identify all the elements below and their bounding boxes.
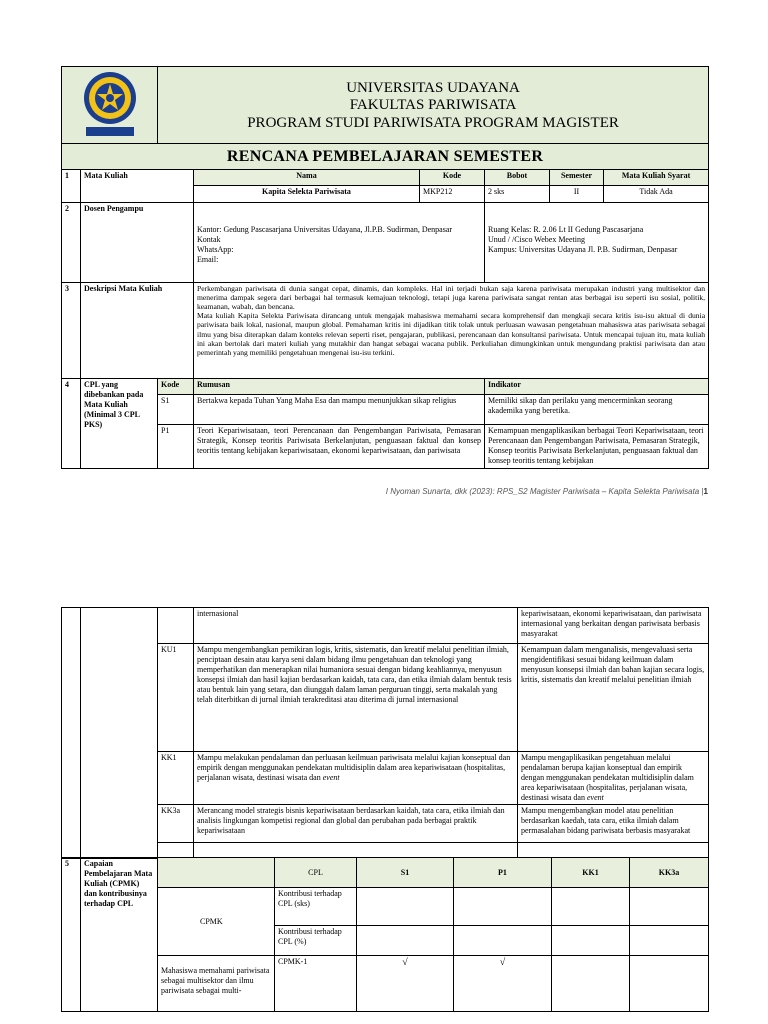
kontribusi-percent-label: Kontribusi terhadap CPL (%): [275, 926, 357, 956]
course-name: Kapita Selekta Pariwisata: [194, 186, 420, 203]
row-label: CPL yang dibebankan pada Mata Kuliah (Minimal 3 CPL PKS): [81, 379, 158, 469]
classroom-line: Ruang Kelas: R. 2.06 Lt II Gedung Pascasarjana: [488, 225, 644, 234]
cpl-code: KK1: [158, 752, 194, 805]
column-header: Semester: [550, 170, 604, 186]
row-label: Dosen Pengampu: [81, 203, 194, 283]
institution-header: [158, 67, 709, 144]
cpmk-1-check-s1: √: [357, 956, 454, 1012]
cpl-indikator: Mampu mengembangkan model atau penelitian berdasarkan kaedah, tata cara, etika ilmiah dalam permasalahan bidang pariwisata berbasis masyarakat: [518, 805, 709, 843]
cpl-indikator: kepariwisataan, ekonomi kepariwisataan, dan pariwisata internasional yang berkaitan dengan pariwisata berbasis masyarakat: [518, 608, 709, 644]
footer-text: I Nyoman Sunarta, dkk (2023): RPS_S2 Magister Pariwisata – Kapita Selekta Pariwisata |: [385, 487, 704, 496]
classroom-info: [485, 203, 709, 283]
cpl-column-kk3a: KK3a: [630, 858, 709, 888]
cpl-column-s1: S1: [357, 858, 454, 888]
cpmk-table: [61, 857, 709, 1012]
course-semester: II: [550, 186, 604, 203]
course-prerequisite: Tidak Ada: [604, 186, 709, 203]
campus-line: Kampus: Universitas Udayana Jl. P.B. Sudirman, Denpasar: [488, 245, 678, 254]
cpmk-1-check-kk3a: [630, 956, 709, 1012]
whatsapp-line: WhatsApp:: [197, 245, 234, 254]
row-label: Mata Kuliah: [81, 170, 194, 203]
cpl-rumusan: Merancang model strategis bisnis kepariwisataan berdasarkan kaidah, tata cara, etika ilmiah dan analisis lingkungan kompetisi regional dan global dan perubahan pada berbagai praktik kepariwisataan: [194, 805, 518, 843]
page-number: 1: [703, 487, 708, 496]
course-code: MKP212: [420, 186, 485, 203]
row-number: 1: [62, 170, 81, 203]
program-name: PROGRAM STUDI PARIWISATA PROGRAM MAGISTER: [247, 114, 619, 131]
row-number: 5: [62, 858, 81, 1012]
cpmk-1-check-kk1: [552, 956, 630, 1012]
faculty-name: FAKULTAS PARIWISATA: [349, 96, 517, 113]
rps-table-page-1: [61, 66, 709, 469]
description-paragraph: Perkembangan pariwisata di dunia sangat cepat, dinamis, dan kompleks. Hal ini terjadi bukan saja karena pariwisata merupakan industri yang multisektor dan menerima dampak segera dari berbagai hal termasuk kemajuan teknologi, tetapi juga karena pariwisata sangat rentan atas berbagai isu seperti isu sosial, politik, keamanan, wabah, dan bencana.: [197, 284, 706, 312]
page-2: [0, 600, 768, 1024]
row-number: 3: [62, 283, 81, 379]
cpl-rumusan: Teori Kepariwisataan, teori Perencanaan dan Pengembangan Pariwisata, Pemasaran Strategik, Konsep teoritis Pariwisata Berkelanjutan, penguasaan faktual dan konsep teoritis tentang kebijakan kepariwisataan, ekonomi kepariwisataan, dan pariwisata: [194, 425, 485, 469]
office-line: Kantor: Gedung Pascasarjana Universitas Udayana, Jl.P.B. Sudirman, Denpasar: [197, 225, 453, 234]
cpl-indikator: Memiliki sikap dan perilaku yang mencerminkan seorang akademika yang beretika.: [485, 395, 709, 425]
column-header: Rumusan: [194, 379, 485, 395]
cpl-rumusan: Mampu mengembangkan pemikiran logis, kritis, sistematis, dan kreatif melalui penelitian ilmiah, penciptaan desain atau karya seni dalam bidang ilmu pengetahuan dan teknologi yang memperhatikan dan menerapkan nilai humaniora sesuai dengan bidang keahliannya, menyusun konsepsi ilmiah dan hasil kajian berdasarkan kaidah, tata cara, dan etika ilmiah dalam bentuk tesis atau bentuk lain yang setara, dan diunggah dalam laman perguruan tinggi, serta makalah yang telah diterbitkan di jurnal ilmiah terakreditasi atau diterima di jurnal internasional: [194, 644, 518, 752]
column-header: Indikator: [485, 379, 709, 395]
cpl-rumusan: Bertakwa kepada Tuhan Yang Maha Esa dan mampu menunjukkan sikap religius: [194, 395, 485, 425]
cpl-continuation-table: [61, 607, 709, 859]
email-line: Email:: [197, 255, 219, 264]
cpmk-1-description: Mahasiswa memahami pariwisata sebagai multisektor dan ilmu pariwisata sebagai multi-: [158, 956, 275, 1012]
document-title: RENCANA PEMBELAJARAN SEMESTER: [62, 144, 709, 170]
course-credits: 2 sks: [485, 186, 550, 203]
row-label: Deskripsi Mata Kuliah: [81, 283, 194, 379]
row-label: Capaian Pembelajaran Mata Kuliah (CPMK) dan kontribusinya terhadap CPL: [81, 858, 158, 1012]
page-footer: [0, 487, 708, 496]
contact-line: Kontak: [197, 235, 221, 244]
column-header: Bobot: [485, 170, 550, 186]
column-header: Nama: [194, 170, 420, 186]
cpl-column-kk1: KK1: [552, 858, 630, 888]
column-header: Mata Kuliah Syarat: [604, 170, 709, 186]
cpmk-1-check-p1: √: [454, 956, 552, 1012]
kontribusi-sks-label: Kontribusi terhadap CPL (sks): [275, 888, 357, 926]
cpl-indikator: Mampu mengaplikasikan pengetahuan melalui pendalaman berupa kajian konseptual dan empirik dengan menggunakan pendekatan multidisiplin dalam area kepariwisataan (hospitalitas, perjalanan wisata, destinasi wisata dan event: [518, 752, 709, 805]
row-number: 4: [62, 379, 81, 469]
lecturer-contact: [194, 203, 485, 283]
cpl-code: KK3a: [158, 805, 194, 843]
cpl-code: S1: [158, 395, 194, 425]
cpl-rumusan: Mampu melakukan pendalaman dan perluasan keilmuan pariwisata melalui kajian konseptual dan empirik dengan menggunakan pendekatan multidisiplin dalam area kepariwisataan (hospitalitas, perjalanan wisata, destinasi wisata dan event: [194, 752, 518, 805]
cpl-indikator: Kemampuan mengaplikasikan berbagai Teori Kepariwisataan, teori Perencanaan dan Pengembangan Pariwisata, Pemasaran Strategik, Konsep teoritis Pariwisata Berkelanjutan, penguasaan faktual dan konsep teoritis tentang kebijakan: [485, 425, 709, 469]
cpmk-1-code: CPMK-1: [275, 956, 357, 1012]
logo-cell: [62, 67, 158, 144]
description-paragraph: Mata kuliah Kapita Selekta Pariwisata dirancang untuk mengajak mahasiswa memahami secara komprehensif dan mengkaji secara kritis isu-isu aktual di dunia pariwisata baik lokal, nasional, maupun global. Pemahaman kritis ini dijadikan titik tolak untuk perluasan wawasan pengetahuan mahasiswa atas pariwisata sebagai ilmu yang bisa diterapkan dalam konteks relevan seperti riset, pengajaran, publikasi, perencanaan dan konsultansi pariwisata. Untuk mencapai tujuan itu, mata kuliah ini akan bertolak dari materi kuliah yang mutakhir dan hangat sebagai wacana publik. Perkuliahan dimungkinkan untuk mengundang praktisi pariwisata dan atau pemerintah yang memiliki pengetahuan mengenai isu-isu terkini.: [197, 311, 706, 357]
cpl-column-p1: P1: [454, 858, 552, 888]
cpl-code: P1: [158, 425, 194, 469]
course-description: [194, 283, 709, 379]
university-logo-icon: [77, 70, 143, 138]
meeting-line: Unud / /Cisco Webex Meeting: [488, 235, 585, 244]
column-header: Kode: [158, 379, 194, 395]
cpmk-label: CPMK: [158, 888, 275, 956]
cpl-code: KU1: [158, 644, 194, 752]
column-header: Kode: [420, 170, 485, 186]
university-name: UNIVERSITAS UDAYANA: [346, 79, 520, 96]
row-number: 2: [62, 203, 81, 283]
cpl-header: CPL: [275, 858, 357, 888]
cpl-rumusan: internasional: [194, 608, 518, 644]
cpl-indikator: Kemampuan dalam menganalisis, mengevaluasi serta mengidentifikasi sesuai bidang keilmuan dalam menyusun konsepsi ilmiah dan bahan kajian secara logis, kritis, sistematis dan kreatif melalui penelitian ilmiah: [518, 644, 709, 752]
